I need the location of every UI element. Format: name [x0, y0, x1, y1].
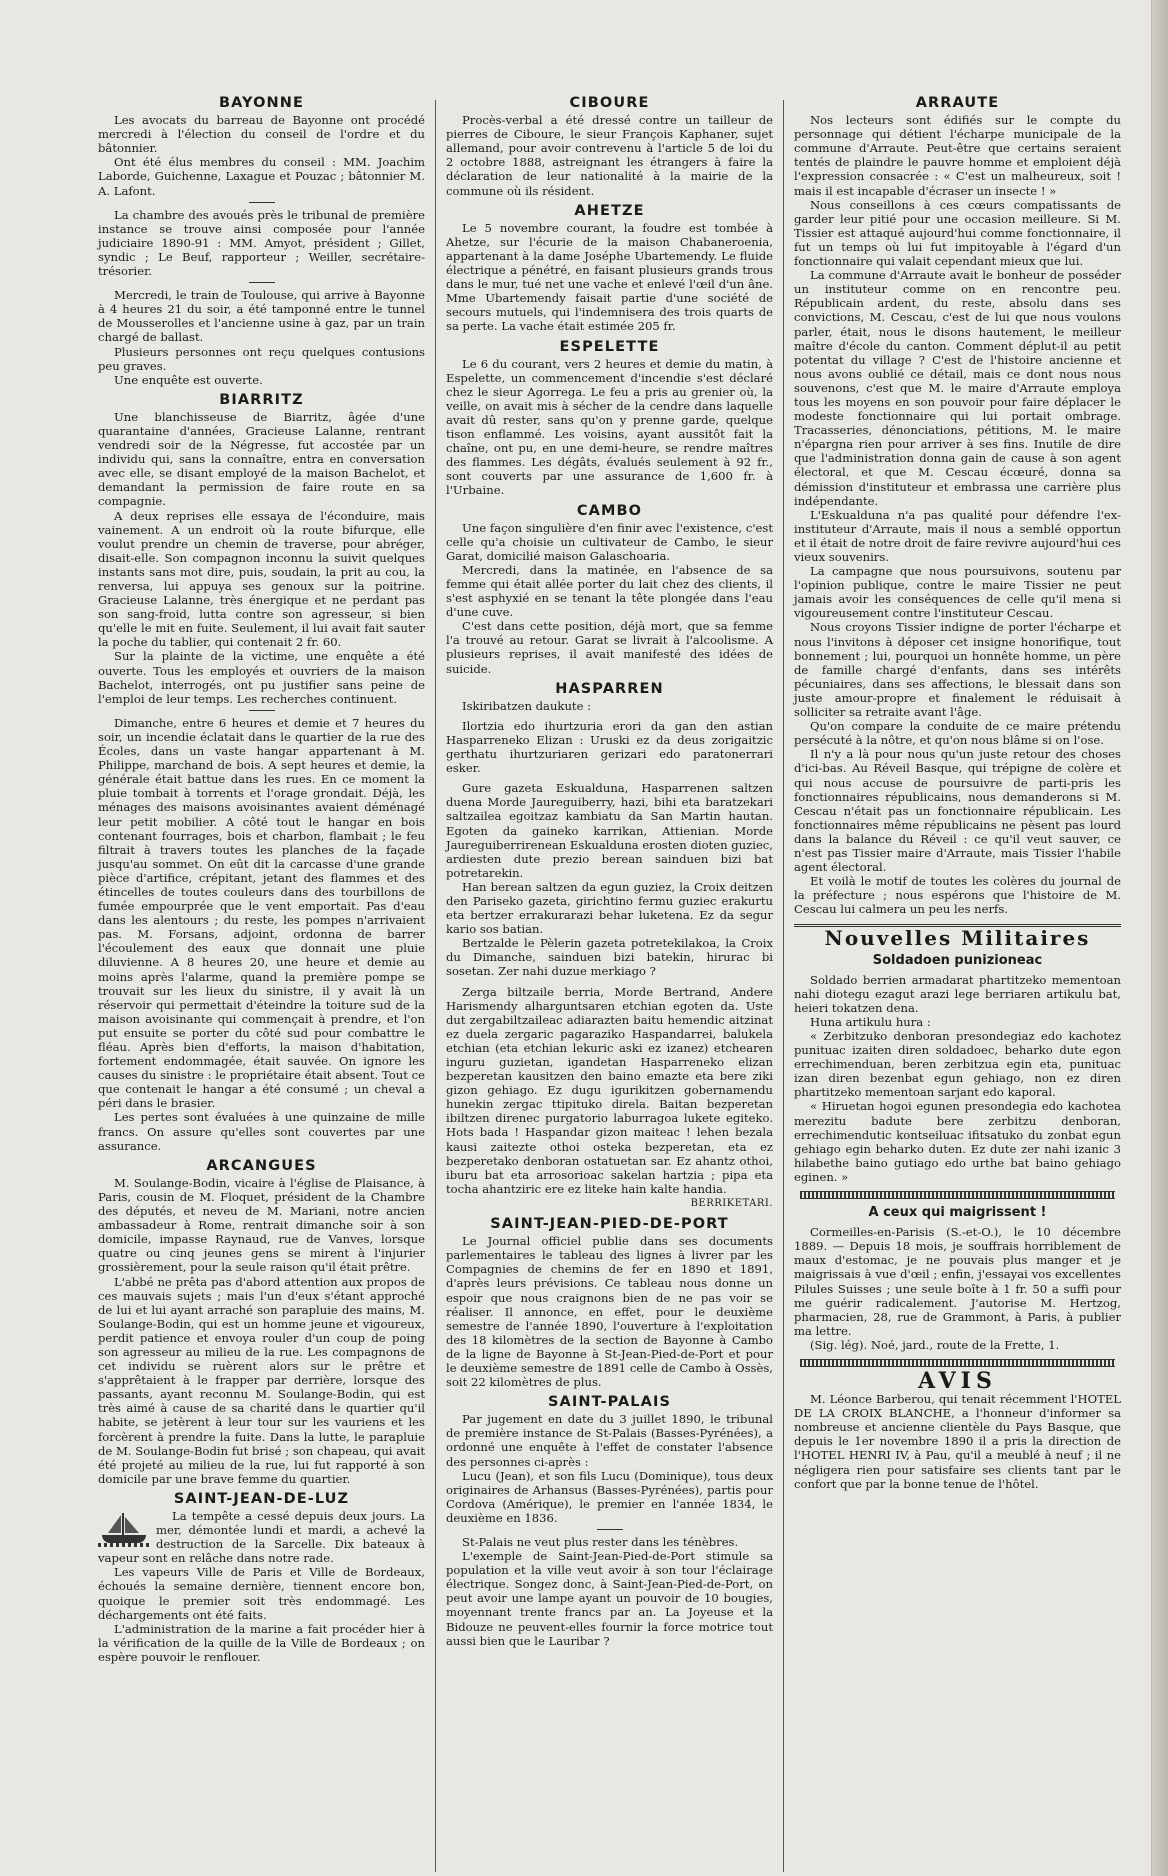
heading-ahetze: AHETZE: [574, 202, 645, 219]
signature: (Sig. lég). Noé, jard., route de la Frette, 1.: [810, 1337, 1060, 1352]
heading-cambo: CAMBO: [576, 502, 643, 519]
paragraph: Les avocats du barreau de Bayonne ont procédé mercredi à l'élection du conseil de l'ordre et du bâtonnier.: [98, 113, 425, 156]
paragraph: Par jugement en date du 3 juillet 1890, le tribunal de première instance de St-Palais (Basses-Pyrénées), a ordonné une enquête à l'effet de constater l'absence des personnes ci-après :: [446, 1412, 773, 1469]
heading-ciboure: CIBOURE: [569, 96, 650, 111]
paragraph: Mercredi, le train de Toulouse, qui arrive à Bayonne à 4 heures 21 du soir, a été tamponné entre le tunnel de Mousserolles et l'ancienne usine à gaz, par un train chargé de ballast.: [98, 288, 425, 345]
paragraph: Nos lecteurs sont édifiés sur le compte du personnage qui détient l'écharpe municipale de la commune d'Arraute. Peut-être que certains seraient tentés de plaindre le pauvre homme et emploient déjà l'expression consacrée : « C'est un malheureux, soit ! mais il est incapable d'écraser un insecte ! »: [794, 113, 1121, 198]
paragraph: Nous conseillons à ces cœurs compatissants de garder leur pitié pour une occasion meilleure. Si M. Tissier est attaqué aujourd'hui comme fonctionnaire, il fut un temps où lui fut impitoyable à l'égard d'un fonctionnaire qui valait cependant mieux que lui.: [794, 197, 1121, 269]
paragraph: Le 5 novembre courant, la foudre est tombée à Ahetze, sur l'écurie de la maison Chabaneroenia, appartenant à la dame Joséphe Ubartemendy. Le fluide électrique a pénétré, en faisant plusieurs grands trous dans le mur, tué net une vache et enlevé l'œil d'un âne. Mme Ubartemendy faisait partie d'une société de secours mutuels, qui l'indemnisera des trois quarts de sa perte. La vache était estimée 205 fr.: [446, 220, 773, 334]
divider: [249, 710, 275, 711]
subheading-soldadoen: Soldadoen punizioneac: [872, 952, 1043, 968]
heading-saint-jean-pied-de-port: SAINT-JEAN-PIED-DE-PORT: [490, 1216, 729, 1233]
paragraph: La commune d'Arraute avait le bonheur de posséder un instituteur comme on en rencontre peu. Républicain ardent, du reste, absolu dans ses convictions, M. Cescau, c'est de lui que nous voulons parler, était, nous le disons hautement, le meilleur maître d'école du canton. Comment déplut-il au petit potentat du village ? C'est de l'histoire ancienne et nous avons oublié ce détail, mais ce dont nous nous souvenons, c'est que M. le maire d'Arraute employa tous les moyens en son pouvoir pour faire déplacer le modeste fonctionnaire qui lui portait ombrage. Tracasseries, dénonciations, pétitions, M. le maire n'épargna rien pour arriver à ses fins. Inutile de dire que l'administration donna gain de cause à son agent électoral, et que M. Cescau écœuré, donna sa démission d'instituteur et embrassa une carrière plus indépendante.: [794, 268, 1121, 508]
paragraph: M. Soulange-Bodin, vicaire à l'église de Plaisance, à Paris, cousin de M. Floquet, président de la Chambre des députés, et neveu de M. Mariani, notre ancien ambassadeur à Rome, rentrait dimanche soir à son domicile, impasse Raynaud, rue de Vanves, lorsque quatre ou cinq jeunes gens se mirent à l'injurier grossièrement, pour la seule raison qu'il était prêtre.: [98, 1175, 425, 1275]
column-2: [436, 96, 783, 1876]
paragraph: Iskiribatzen daukute :: [462, 698, 592, 713]
divider: [249, 282, 275, 283]
paragraph: M. Léonce Barberou, qui tenait récemment l'HOTEL DE LA CROIX BLANCHE, a l'honneur d'informer sa nombreuse et ancienne clientèle du Pays Basque, que depuis le 1er novembre 1890 il a pris la direction de l'HOTEL HENRI IV, à Pau, qu'il a meublé à neuf ; il ne négligera rien pour satisfaire ses clients tant par le confort que par la bonne tenue de l'hôtel.: [794, 1392, 1121, 1491]
heading-espelette: ESPELETTE: [559, 338, 660, 355]
paragraph: Il n'y a là pour nous qu'un juste retour des choses d'ici-bas. Au Réveil Basque, qui trépigne de colère et qui nous accuse de poursuivre de parti-pris les fonctionnaires républicains, nous demanderons si M. Cescau n'était pas un fonctionnaire républicain. Les fonctionnaires même républicains ne pèsent pas lourd dans la balance du Réveil : ce qu'il veut sauver, ce n'est pas Tissier maire d'Arraute, mais Tissier l'habile agent électoral.: [794, 747, 1121, 875]
paragraph: L'Eskualduna n'a pas qualité pour défendre l'ex-instituteur d'Arraute, mais il nous a semblé opportun et il était de notre droit de faire revivre aujourd'hui ces vieux souvenirs.: [794, 507, 1121, 564]
paragraph: St-Palais ne veut plus rester dans les ténèbres.: [462, 1535, 739, 1549]
heading-nouvelles-militaires: Nouvelles Militaires: [794, 924, 1121, 945]
heading-bayonne: BAYONNE: [218, 96, 305, 111]
paragraph: Qu'on compare la conduite de ce maire prétendu persécuté à la nôtre, et qu'on nous blâme si on l'ose.: [794, 719, 1121, 748]
paragraph: Soldado berrien armadarat phartitzeko mementoan nahi diotegu ezagut arazi lege berriaren artikulu bat, heieri tokatzen dena.: [794, 972, 1121, 1015]
paragraph: La campagne que nous poursuivons, soutenu par l'opinion publique, contre le maire Tissier ne peut jamais avoir les conséquences de celle qu'il mena si vigoureusement contre l'instituteur Cescau.: [794, 564, 1121, 621]
sailing-ship-icon: [98, 1511, 150, 1547]
paragraph: A deux reprises elle essaya de l'éconduire, mais vainement. A un endroit où la route bifurque, elle voulut prendre un chemin de traverse, pour abréger, disait-elle. Son compagnon inconnu la suivit quelques instants sans mot dire, puis, soudain, la prit au cou, la renversa, lui appuya ses genoux sur la poitrine. Gracieuse Lalanne, très énergique et ne perdant pas son sang-froid, lutta contre son agresseur, si bien qu'elle le mit en fuite. Seulement, il lui avait fait sauter la poche du tablier, qui contenait 2 fr. 60.: [98, 508, 425, 650]
paragraph: Le 6 du courant, vers 2 heures et demie du matin, à Espelette, un commencement d'incendie s'est déclaré chez le sieur Agorrega. Le feu a pris au grenier où, la veille, on avait mis à sécher de la cendre dans laquelle avait dû rester, sans qu'on y prenne garde, quelque tison enflammé. Les voisins, ayant aussitôt fait la chaîne, ont pu, en une demi-heure, se rendre maîtres des flammes. Les dégâts, évalués seulement à 92 fr., sont couverts par une assurance de 1,600 fr. à l'Urbaine.: [446, 356, 773, 498]
paragraph: Cormeilles-en-Parisis (S.-et-O.), le 10 décembre 1889. — Depuis 18 mois, je souffrais horriblement de maux d'estomac, je ne pouvais plus manger et je maigrissais à vue d'œil ; enfin, j'essayai vos excellentes Pilules Suisses ; une seule boîte à 1 fr. 50 a suffi pour me guérir radicalement. J'autorise M. Hertzog, pharmacien, 28, rue de Grammont, à Paris, à publier ma lettre.: [794, 1225, 1121, 1338]
paragraph: La tempête a cessé depuis deux jours. La mer, démontée lundi et mardi, a achevé la destruction de la Sarcelle. Dix bateaux à vapeur sont en relâche dans notre rade.: [98, 1509, 425, 1566]
signature: BERRIKETARI.: [690, 1197, 773, 1209]
paragraph: Plusieurs personnes ont reçu quelques contusions peu graves.: [98, 344, 425, 373]
paragraph: Le Journal officiel publie dans ses documents parlementaires le tableau des lignes à livrer par les Compagnies de chemins de fer en 1890 et 1891, d'après leurs prévisions. Ce tableau nous donne un espoir que nous craignons bien de ne pas voir se réaliser. Il annonce, en effet, pour le deuxième semestre de l'année 1890, l'ouverture à l'exploitation des 18 kilomètres de la section de Bayonne à Cambo de la ligne de Bayonne à St-Jean-Pied-de-Port et pour le deuxième semestre de 1891 celle de Cambo à Ossès, soit 22 kilomètres de plus.: [446, 1234, 773, 1390]
columns: [88, 96, 1131, 1876]
paragraph: L'abbé ne prêta pas d'abord attention aux propos de ces mauvais sujets ; mais l'un d'eux s'étant approché de lui et lui ayant arraché son parapluie des mains, M. Soulange-Bodin, qui est un homme jeune et vigoureux, perdit patience et envoya rouler d'un coup de poing son agresseur au milieu de la rue. Les compagnons de cet individu se ruèrent alors sur le prêtre et s'apprêtaient à le frapper par derrière, lorsque des passants, ayant reconnu M. Soulange-Bodin, qui est très aimé à cause de sa charité dans le quartier qu'il habite, se jetèrent à leur tour sur les vauriens et les forcèrent à prendre la fuite. Dans la lutte, le parapluie de M. Soulange-Bodin fut brisé ; son chapeau, qui avait été projeté au milieu de la rue, lui fut rapporté à son domicile par une brave femme du quartier.: [98, 1274, 425, 1486]
paragraph: Procès-verbal a été dressé contre un tailleur de pierres de Ciboure, le sieur François Kaphaner, sujet allemand, pour avoir contrevenu à l'article 5 de loi du 2 octobre 1888, astreignant les étrangers à faire la déclaration de leur nationalité à la mairie de la commune où ils résident.: [446, 113, 773, 198]
paragraph: Ilortzia edo ihurtzuria erori da gan den astian Hasparreneko Elizan : Uruski ez da deus zorigaitzic gerthatu ihurtzuriaren gerizari edo paratonerrari esker.: [446, 718, 773, 776]
heading-arraute: ARRAUTE: [915, 96, 1000, 111]
paragraph: « Hiruetan hogoi egunen presondegia edo kachotea merezitu badute bere zerbitzu denboran, errechimendutic kontseiluac ifitsatuko du zonbat egun gehiago egin beharko duten. Ez dute zer nahi izanic 3 hilabethe baino gutiago edo urthe bat baino gehiago eginen. »: [794, 1099, 1121, 1184]
heading-avis: AVIS: [918, 1367, 997, 1394]
paragraph: Lucu (Jean), et son fils Lucu (Dominique), tous deux originaires de Arhansus (Basses-Pyrénées), partis pour Cordova (Amérique), le premier en l'année 1834, le deuxième en 1836.: [446, 1468, 773, 1525]
paragraph: Huna artikulu hura :: [810, 1014, 931, 1029]
column-3: [784, 96, 1131, 1876]
divider: [597, 1529, 623, 1530]
paragraph: Les vapeurs Ville de Paris et Ville de Bordeaux, échoués la semaine dernière, tiennent encore bon, quoique le premier soit très endommagé. Les déchargements ont été faits.: [98, 1565, 425, 1622]
ornamental-divider: [800, 1359, 1115, 1367]
paragraph: « Zerbitzuko denboran presondegiaz edo kachotez punituac izaiten diren soldadoec, beharko dute egon errechimenduan, beren zerbitzua egin eta, punituac izan diren bezenbat egun gehiago, non ez diren phartitzeko mementoan sarjant edo kaporal.: [794, 1029, 1121, 1100]
heading-arcangues: ARCANGUES: [206, 1157, 317, 1174]
paragraph: L'administration de la marine a fait procéder hier à la vérification de la quille de la Ville de Bordeaux ; on espère pouvoir le renflouer.: [98, 1621, 425, 1664]
paragraph: La chambre des avoués près le tribunal de première instance se trouve ainsi composée pour l'année judiciaire 1890-91 : MM. Amyot, président ; Gillet, syndic ; Le Beuf, rapporteur ; Weiller, secrétaire-trésorier.: [98, 207, 425, 279]
page-edge: [1152, 0, 1168, 1876]
heading-a-ceux-qui-maigrissent: A ceux qui maigrissent !: [868, 1205, 1047, 1221]
paragraph: C'est dans cette position, déjà mort, que sa femme l'a trouvé au retour. Garat se livrait à l'alcoolisme. A plusieurs reprises, il avait manifesté des idées de suicide.: [446, 619, 773, 676]
paragraph: Les pertes sont évaluées à une quinzaine de mille francs. On assure qu'elles sont couvertes par une assurance.: [98, 1110, 425, 1153]
heading-biarritz: BIARRITZ: [219, 391, 304, 408]
heading-hasparren: HASPARREN: [555, 680, 664, 697]
column-1: [88, 96, 435, 1876]
heading-saint-jean-de-luz: SAINT-JEAN-DE-LUZ: [173, 1490, 350, 1507]
paragraph: Bertzalde le Pèlerin gazeta potretekilakoa, la Croix du Dimanche, sainduen bizi batekin, hirurac bi sosetan. Zer nahi duzue merkiago ?: [446, 936, 773, 979]
divider: [249, 202, 275, 203]
paragraph: Mercredi, dans la matinée, en l'absence de sa femme qui était allée porter du lait chez des clients, il s'est asphyxié en se tenant la tête plongée dans l'eau d'une cuve.: [446, 562, 773, 620]
paragraph: Sur la plainte de la victime, une enquête a été ouverte. Tous les employés et ouvriers de la maison Bachelot, interrogés, ont pu justifier sans peine de l'emploi de leur temps. Les recherches continuent.: [98, 649, 425, 706]
heading-saint-palais: SAINT-PALAIS: [548, 1394, 671, 1411]
paragraph: Nous croyons Tissier indigne de porter l'écharpe et nous l'invitons à déposer cet insigne honorifique, tout bonnement ; lui, pourquoi un honnête homme, un père de famille chargé d'enfants, dans ses intérêts pécuniaires, dans ses affections, le blessait dans son juste amour-propre et finalement le réduisait à solliciter sa retraite avant l'âge.: [794, 620, 1121, 720]
paragraph: Ont été élus membres du conseil : MM. Joachim Laborde, Guichenne, Laxague et Pouzac ; bâtonnier M. A. Lafont.: [98, 155, 425, 198]
paragraph: Une façon singulière d'en finir avec l'existence, c'est celle qu'a choisie un cultivateur de Cambo, le sieur Garat, domicilié maison Galaschoaria.: [446, 520, 773, 563]
ornamental-divider: [800, 1191, 1115, 1199]
paragraph: Dimanche, entre 6 heures et demie et 7 heures du soir, un incendie éclatait dans le quartier de la rue des Écoles, dans un vaste hangar appartenant à M. Philippe, marchand de bois. A sept heures et demie, la générale était battue dans les rues. En ce moment la pluie tombait à torrents et l'orage grondait. Déjà, les ménages des maisons avoisinantes avaient déménagé leur petit mobilier. A côté tout le hangar en bois contenant fourrages, bois et charbon, flambait ; le feu filtrait à travers toutes les planches de la façade jusqu'au sommet. On eût dit la carcasse d'une grande pièce d'artifice, crépitant, jetant des flammes et des étincelles de toutes couleurs dans des tourbillons de fumée empourprée que le vent emportait. Pas d'eau dans les alentours ; du reste, les pompes n'arrivaient pas. M. Forsans, adjoint, ordonna de barrer l'écoulement des eaux que donnait une pluie diluvienne. A 8 heures 20, une heure et demie au moins après l'alarme, quand la première pompe se trouvait sur les lieux du sinistre, il y avait là un réservoir qui permettait d'éteindre la toiture sud de la maison avoisinante qui commençait à prendre, et l'on put ensuite se porter du côté sud pour combattre le fléau. Après bien d'efforts, la maison d'habitation, fortement endommagée, était sauvée. On ignore les causes du sinistre : le propriétaire était absent. Tout ce que contenait le hangar a été consumé ; un cheval a péri dans le brasier.: [98, 715, 425, 1111]
paragraph: Et voilà le motif de toutes les colères du journal de la préfecture ; nous espérons que l'histoire de M. Cescau lui calmera un peu les nerfs.: [794, 874, 1121, 917]
paragraph: Zerga biltzaile berria, Morde Bertrand, Andere Harismendy alharguntsaren etchian egoten da. Uste dut zergabiltzaileac adiarazten baitu hemendic aitzinat ez duela zergaric pagaraziko Haspandarrei, balukela etchian (eta etchian lekuric aski ez izanez) etchearen inguru guzietan, igandetan Hasparreneko elizan bezperetan kausitzen den baino emazte eta bere ziki gizon gehiago. Ez dugu igurikitzen gobernamendu hunekin zergac ttipituko direla. Baitan bezperetan ibiltzen direnec purgatorio laburragoa lukete egiteko. Hots bada ! Haspandar gizon maiteac ! lehen bezala kausi zaitezte othoi osteka bezperetan, eta ez bezperetako denboran ostatuetan sar. Ez ahantz othoi, iburu bat eta arrosorioac sakelan hartzia ; pipa eta tocha ahantziric ere ez liteke hain kalte handia.: [446, 984, 773, 1196]
paragraph: L'exemple de Saint-Jean-Pied-de-Port stimule sa population et la ville veut avoir à son tour l'éclairage électrique. Songez donc, à Saint-Jean-Pied-de-Port, on peut avoir une lampe ayant un pouvoir de 10 bougies, moyennant trente francs par an. La Joyeuse et la Bidouze ne peuvent-elles fournir la force motrice tout aussi bien que le Lauribar ?: [446, 1549, 773, 1648]
paragraph: Han berean saltzen da egun guziez, la Croix deitzen den Pariseko gazeta, girichtino fermu guziec erakurtu eta bertzer errakurarazi behar luketena. Ez da segur kario sos batian.: [446, 879, 773, 937]
paragraph: Une enquête est ouverte.: [114, 372, 263, 387]
paragraph: Une blanchisseuse de Biarritz, âgée d'une quarantaine d'années, Gracieuse Lalanne, rentrant vendredi soir de la Négresse, fut accostée par un individu qui, sans la connaître, entra en conversation avec elle, se disant employé de la maison Bachelot, et demandant la permission de faire route en sa compagnie.: [98, 409, 425, 509]
paragraph: Gure gazeta Eskualduna, Hasparrenen saltzen duena Morde Jaureguiberry, hazi, bihi eta baratzekari saltzailea egoitzaz kambiatu da San Martin hautan. Egoten da gaineko karrikan, Attienian. Morde Jaureguiberrirenean Eskualduna erosten dioten guziec, ardiesten dute prezio berean sainduen bizi bat potretarekin.: [446, 781, 773, 880]
